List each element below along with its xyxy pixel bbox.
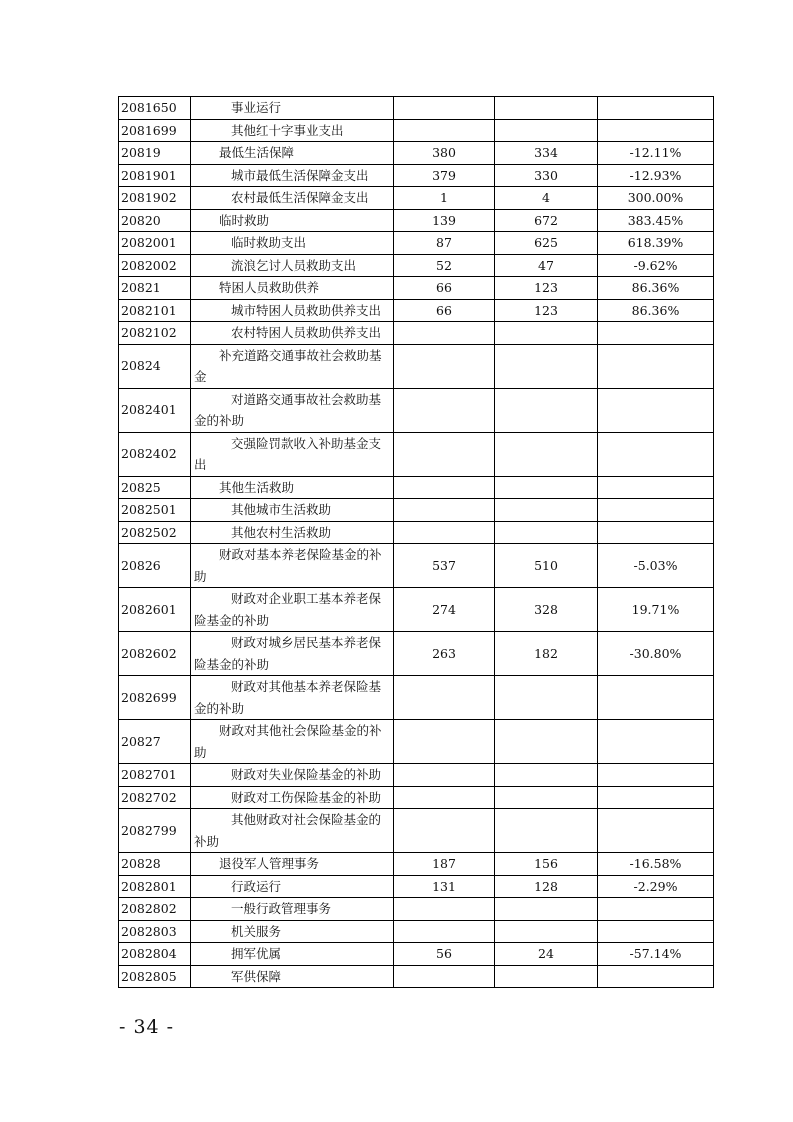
row-value-prev [394, 920, 495, 943]
row-item-name-text: 机关服务 [231, 923, 282, 939]
row-value-curr: 625 [495, 232, 598, 255]
table-row [119, 97, 714, 120]
row-item-name [191, 632, 394, 676]
row-value-curr [495, 476, 598, 499]
table-row [119, 965, 714, 988]
row-change-pct: -9.62% [598, 254, 714, 277]
row-item-name-text: 对道路交通事故社会救助基金的补助 [194, 391, 382, 428]
row-item-name [191, 232, 394, 255]
row-change-pct [598, 786, 714, 809]
row-value-curr [495, 322, 598, 345]
row-value-curr: 128 [495, 875, 598, 898]
row-value-curr: 672 [495, 209, 598, 232]
row-code: 20826 [119, 544, 191, 588]
row-item-name-text: 城市特困人员救助供养支出 [231, 302, 382, 318]
row-value-prev: 66 [394, 299, 495, 322]
row-item-name-text: 退役军人管理事务 [219, 856, 320, 871]
table-row [119, 720, 714, 764]
row-change-pct: 618.39% [598, 232, 714, 255]
row-value-prev [394, 388, 495, 432]
row-value-prev: 87 [394, 232, 495, 255]
row-item-name-text: 其他红十字事业支出 [231, 122, 344, 138]
row-value-prev: 131 [394, 875, 495, 898]
row-code: 2082001 [119, 232, 191, 255]
row-value-prev: 380 [394, 142, 495, 165]
row-value-prev: 274 [394, 588, 495, 632]
table-row [119, 432, 714, 476]
table-row [119, 521, 714, 544]
row-value-prev [394, 499, 495, 522]
table-row [119, 232, 714, 255]
row-code: 20825 [119, 476, 191, 499]
table-row [119, 164, 714, 187]
row-code: 2082699 [119, 676, 191, 720]
table-row [119, 254, 714, 277]
row-code: 2082502 [119, 521, 191, 544]
row-item-name [191, 499, 394, 522]
row-change-pct [598, 499, 714, 522]
row-code: 20827 [119, 720, 191, 764]
row-value-prev: 139 [394, 209, 495, 232]
row-item-name [191, 853, 394, 876]
table-row [119, 809, 714, 853]
row-value-prev [394, 97, 495, 120]
table-row [119, 875, 714, 898]
row-change-pct: -30.80% [598, 632, 714, 676]
row-change-pct [598, 119, 714, 142]
row-code: 2082804 [119, 943, 191, 966]
row-code: 2081699 [119, 119, 191, 142]
row-code: 2082702 [119, 786, 191, 809]
row-value-prev [394, 676, 495, 720]
row-item-name-text: 财政对其他社会保险基金的补助 [194, 723, 382, 760]
row-value-prev: 537 [394, 544, 495, 588]
row-value-curr [495, 809, 598, 853]
row-code: 2082101 [119, 299, 191, 322]
row-item-name [191, 277, 394, 300]
table-row [119, 676, 714, 720]
row-code: 2081902 [119, 187, 191, 210]
row-item-name [191, 588, 394, 632]
row-item-name [191, 676, 394, 720]
row-item-name [191, 898, 394, 921]
row-code: 2082803 [119, 920, 191, 943]
row-code: 2081901 [119, 164, 191, 187]
row-code: 2082102 [119, 322, 191, 345]
table-row [119, 299, 714, 322]
row-code: 20820 [119, 209, 191, 232]
row-value-curr [495, 388, 598, 432]
page-number: - 34 - [119, 1016, 175, 1038]
row-item-name [191, 299, 394, 322]
row-item-name [191, 764, 394, 787]
row-value-prev [394, 898, 495, 921]
row-change-pct [598, 521, 714, 544]
row-change-pct: 19.71% [598, 588, 714, 632]
row-value-prev [394, 344, 495, 388]
row-item-name-text: 其他城市生活救助 [231, 502, 332, 517]
row-item-name [191, 521, 394, 544]
table-row [119, 322, 714, 345]
table-row [119, 499, 714, 522]
row-code: 20819 [119, 142, 191, 165]
row-value-curr: 156 [495, 853, 598, 876]
row-value-curr: 4 [495, 187, 598, 210]
row-item-name [191, 943, 394, 966]
row-change-pct [598, 720, 714, 764]
row-item-name-text: 财政对其他基本养老保险基金的补助 [194, 679, 382, 716]
row-value-prev: 187 [394, 853, 495, 876]
row-value-curr [495, 344, 598, 388]
row-item-name [191, 187, 394, 210]
row-change-pct [598, 344, 714, 388]
table-row [119, 344, 714, 388]
row-value-prev: 263 [394, 632, 495, 676]
row-item-name-text: 一般行政管理事务 [231, 901, 332, 916]
row-item-name-text: 流浪乞讨人员救助支出 [231, 257, 357, 273]
row-item-name-text: 农村特困人员救助供养支出 [231, 325, 382, 340]
row-value-curr: 123 [495, 299, 598, 322]
row-value-prev: 379 [394, 164, 495, 187]
row-change-pct [598, 898, 714, 921]
row-item-name-text: 农村最低生活保障金支出 [231, 190, 369, 205]
row-change-pct: -5.03% [598, 544, 714, 588]
row-code: 2082801 [119, 875, 191, 898]
table-row [119, 277, 714, 300]
row-code: 20821 [119, 277, 191, 300]
row-item-name [191, 142, 394, 165]
table-row [119, 142, 714, 165]
row-change-pct: 86.36% [598, 277, 714, 300]
row-item-name [191, 786, 394, 809]
table-row [119, 764, 714, 787]
row-value-curr: 330 [495, 164, 598, 187]
row-value-prev [394, 786, 495, 809]
table-row [119, 853, 714, 876]
row-code: 2082501 [119, 499, 191, 522]
row-code: 2082602 [119, 632, 191, 676]
row-change-pct [598, 388, 714, 432]
row-value-curr: 510 [495, 544, 598, 588]
row-value-curr [495, 965, 598, 988]
table-row [119, 632, 714, 676]
row-value-curr: 24 [495, 943, 598, 966]
row-value-prev [394, 809, 495, 853]
row-item-name [191, 344, 394, 388]
row-item-name [191, 544, 394, 588]
table-row [119, 898, 714, 921]
row-item-name [191, 920, 394, 943]
table-row [119, 388, 714, 432]
row-item-name [191, 97, 394, 120]
row-item-name [191, 432, 394, 476]
row-value-curr [495, 499, 598, 522]
row-item-name-text: 其他财政对社会保险基金的补助 [194, 812, 382, 849]
row-change-pct: 86.36% [598, 299, 714, 322]
row-value-curr [495, 676, 598, 720]
row-change-pct [598, 676, 714, 720]
row-item-name [191, 209, 394, 232]
budget-table-body [119, 97, 714, 988]
row-code: 2081650 [119, 97, 191, 120]
row-item-name [191, 388, 394, 432]
row-code: 2082701 [119, 764, 191, 787]
row-change-pct: -2.29% [598, 875, 714, 898]
row-item-name-text: 城市最低生活保障金支出 [231, 167, 369, 183]
row-value-prev [394, 476, 495, 499]
row-item-name-text: 财政对工伤保险基金的补助 [231, 789, 382, 805]
row-value-prev [394, 521, 495, 544]
table-row [119, 943, 714, 966]
row-value-curr [495, 720, 598, 764]
row-code: 2082799 [119, 809, 191, 853]
row-change-pct: -57.14% [598, 943, 714, 966]
row-item-name-text: 财政对企业职工基本养老保险基金的补助 [194, 591, 382, 628]
row-item-name-text: 其他生活救助 [219, 479, 295, 495]
row-value-prev: 56 [394, 943, 495, 966]
row-item-name-text: 行政运行 [231, 878, 282, 894]
row-code: 2082805 [119, 965, 191, 988]
row-change-pct: 300.00% [598, 187, 714, 210]
row-value-curr [495, 119, 598, 142]
row-value-prev [394, 764, 495, 787]
row-item-name-text: 特困人员救助供养 [219, 280, 320, 295]
table-row [119, 209, 714, 232]
row-value-curr [495, 786, 598, 809]
row-item-name [191, 965, 394, 988]
row-change-pct [598, 809, 714, 853]
row-value-curr: 334 [495, 142, 598, 165]
row-item-name-text: 补充道路交通事故社会救助基金 [194, 347, 382, 384]
row-change-pct [598, 322, 714, 345]
row-value-prev [394, 432, 495, 476]
row-value-curr [495, 764, 598, 787]
row-item-name-text: 财政对城乡居民基本养老保险基金的补助 [194, 635, 382, 672]
row-change-pct: 383.45% [598, 209, 714, 232]
row-change-pct [598, 764, 714, 787]
row-item-name [191, 254, 394, 277]
row-value-prev: 1 [394, 187, 495, 210]
row-change-pct [598, 97, 714, 120]
row-change-pct [598, 476, 714, 499]
row-code: 2082601 [119, 588, 191, 632]
row-code: 20828 [119, 853, 191, 876]
row-value-curr: 328 [495, 588, 598, 632]
row-value-curr [495, 521, 598, 544]
row-value-prev [394, 720, 495, 764]
row-item-name-text: 交强险罚款收入补助基金支出 [194, 435, 382, 472]
row-value-curr [495, 920, 598, 943]
row-item-name-text: 事业运行 [231, 100, 282, 115]
row-item-name-text: 财政对失业保险基金的补助 [231, 767, 382, 782]
table-row [119, 920, 714, 943]
row-item-name [191, 119, 394, 142]
row-item-name [191, 322, 394, 345]
row-code: 2082401 [119, 388, 191, 432]
row-item-name-text: 最低生活保障 [219, 145, 295, 160]
table-row [119, 476, 714, 499]
table-row [119, 187, 714, 210]
row-value-curr [495, 898, 598, 921]
row-item-name-text: 财政对基本养老保险基金的补助 [194, 547, 382, 584]
row-value-curr [495, 97, 598, 120]
table-row [119, 786, 714, 809]
row-item-name-text: 拥军优属 [231, 946, 282, 961]
row-change-pct [598, 965, 714, 988]
row-change-pct: -12.11% [598, 142, 714, 165]
row-item-name [191, 875, 394, 898]
row-change-pct: -12.93% [598, 164, 714, 187]
row-value-curr: 182 [495, 632, 598, 676]
row-item-name [191, 720, 394, 764]
table-row [119, 119, 714, 142]
row-value-prev [394, 965, 495, 988]
row-item-name [191, 476, 394, 499]
row-value-prev [394, 119, 495, 142]
row-item-name-text: 临时救助 [219, 212, 270, 228]
row-code: 20824 [119, 344, 191, 388]
row-value-curr [495, 432, 598, 476]
row-change-pct: -16.58% [598, 853, 714, 876]
row-value-prev: 52 [394, 254, 495, 277]
row-code: 2082402 [119, 432, 191, 476]
row-value-prev: 66 [394, 277, 495, 300]
row-item-name-text: 临时救助支出 [231, 235, 307, 250]
row-value-curr: 47 [495, 254, 598, 277]
row-value-prev [394, 322, 495, 345]
row-change-pct [598, 432, 714, 476]
row-change-pct [598, 920, 714, 943]
row-code: 2082802 [119, 898, 191, 921]
row-item-name-text: 其他农村生活救助 [231, 524, 332, 540]
row-item-name [191, 164, 394, 187]
row-item-name [191, 809, 394, 853]
table-row [119, 544, 714, 588]
row-value-curr: 123 [495, 277, 598, 300]
table-row [119, 588, 714, 632]
row-code: 2082002 [119, 254, 191, 277]
row-item-name-text: 军供保障 [231, 968, 282, 984]
budget-table [118, 96, 714, 988]
